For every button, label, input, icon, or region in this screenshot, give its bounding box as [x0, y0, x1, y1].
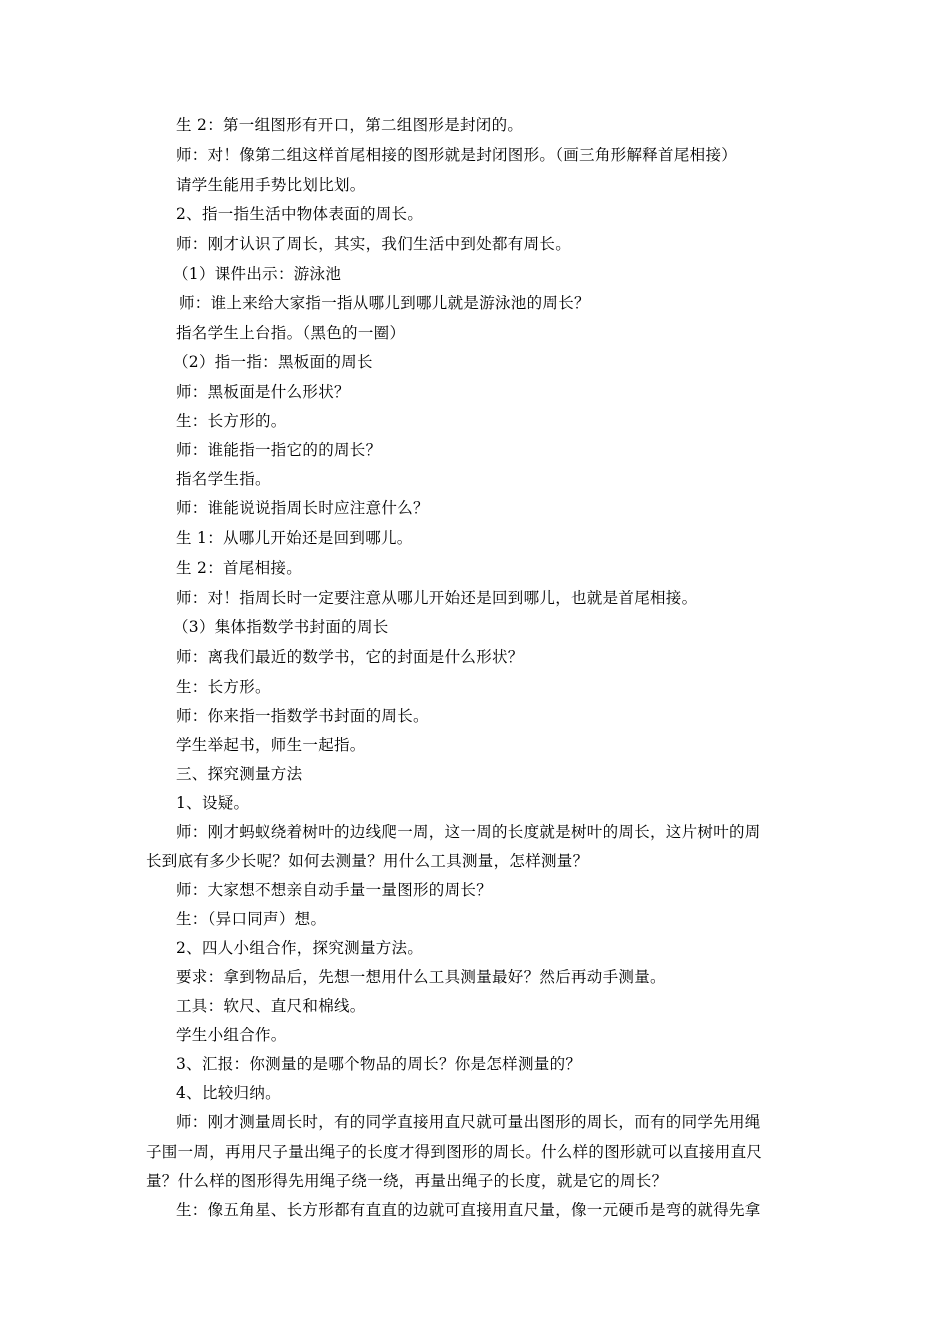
text-line: 生：长方形的。	[176, 412, 287, 430]
text-line: 三、探究测量方法	[176, 765, 303, 783]
text-line: 学生举起书，师生一起指。	[176, 736, 366, 754]
text-line: 指名学生指。	[176, 470, 271, 488]
text-line: 生：（异口同声）想。	[176, 910, 327, 928]
text-line: 学生小组合作。	[176, 1026, 287, 1044]
text-line: 师：黑板面是什么形状？	[176, 383, 350, 401]
text-line: 2、指一指生活中物体表面的周长。	[176, 205, 424, 223]
text-line: 生 2：第一组图形有开口，第二组图形是封闭的。	[176, 116, 524, 134]
text-line: （2）指一指：黑板面的周长	[173, 353, 373, 371]
text-line: 请学生能用手势比划比划。	[176, 176, 366, 194]
text-line: 2、四人小组合作，探究测量方法。	[176, 939, 424, 957]
text-line: （1）课件出示：游泳池	[173, 265, 342, 283]
text-line: （3）集体指数学书封面的周长	[173, 618, 389, 636]
text-line: 指名学生上台指。（黑色的一圈）	[176, 324, 406, 342]
text-line: 师：谁上来给大家指一指从哪儿到哪儿就是游泳池的周长？	[179, 294, 590, 312]
text-line: 4、比较归纳。	[176, 1084, 281, 1102]
text-line: 量？什么样的图形得先用绳子绕一绕，再量出绳子的长度，就是它的周长？	[146, 1172, 668, 1190]
text-line: 师：离我们最近的数学书，它的封面是什么形状？	[176, 648, 524, 666]
text-line: 师：大家想不想亲自动手量一量图形的周长？	[176, 881, 493, 899]
text-line: 师：刚才认识了周长，其实，我们生活中到处都有周长。	[176, 235, 572, 253]
text-line: 长到底有多少长呢？如何去测量？用什么工具测量，怎样测量？	[146, 852, 589, 870]
text-line: 生 2：首尾相接。	[176, 559, 302, 577]
text-line: 师：对！像第二组这样首尾相接的图形就是封闭图形。（画三角形解释首尾相接）	[176, 146, 738, 164]
text-line: 生 1：从哪儿开始还是回到哪儿。	[176, 529, 413, 547]
text-line: 子围一周，再用尺子量出绳子的长度才得到图形的周长。什么样的图形就可以直接用直尺	[146, 1143, 763, 1161]
text-line: 师：你来指一指数学书封面的周长。	[176, 707, 429, 725]
text-line: 要求：拿到物品后，先想一想用什么工具测量最好？然后再动手测量。	[176, 968, 666, 986]
text-line: 工具：软尺、直尺和棉线。	[176, 997, 366, 1015]
text-line: 师：对！指周长时一定要注意从哪儿开始还是回到哪儿，也就是首尾相接。	[176, 589, 698, 607]
text-line: 师：谁能指一指它的的周长？	[176, 441, 382, 459]
text-line: 生：像五角星、长方形都有直直的边就可直接用直尺量，像一元硬币是弯的就得先拿	[176, 1201, 761, 1219]
text-line: 师：刚才蚂蚁绕着树叶的边线爬一周，这一周的长度就是树叶的周长，这片树叶的周	[176, 823, 761, 841]
text-line: 1、设疑。	[176, 794, 250, 812]
text-line: 生：长方形。	[176, 678, 271, 696]
text-line: 3、汇报：你测量的是哪个物品的周长？你是怎样测量的？	[176, 1055, 582, 1073]
text-line: 师：谁能说说指周长时应注意什么？	[176, 499, 429, 517]
text-line: 师：刚才测量周长时，有的同学直接用直尺就可量出图形的周长，而有的同学先用绳	[176, 1113, 761, 1131]
